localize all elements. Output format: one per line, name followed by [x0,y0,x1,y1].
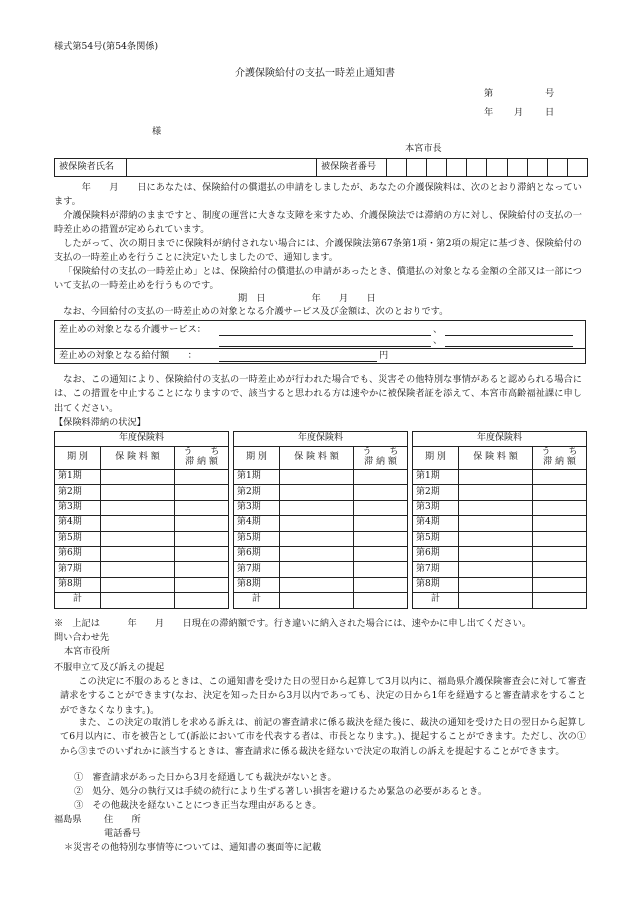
amount-cell[interactable] [280,485,354,500]
year-label: 年度保険料 [234,432,408,447]
amount-cell[interactable] [101,562,175,577]
period-label: 第3期 [234,500,280,515]
col-unpaid-top: う ち [183,447,220,458]
period-label: 第2期 [413,485,459,500]
body-paragraph: 介護保険料が滞納のままですと、制度の運営に大きな支障を来すため、介護保険法では滞納の方に対し、保険給付の支払の一時差止めの措置が定められています。 [54,210,582,236]
unpaid-cell[interactable] [175,516,229,531]
insured-number-digit[interactable] [547,159,567,177]
status-table [54,431,229,609]
total-label: 計 [234,593,280,608]
address-label: 住 所 [104,814,141,825]
separator-comma: 、 [433,335,443,346]
col-period: 期 別 [234,447,280,470]
unpaid-cell[interactable] [175,500,229,515]
unpaid-cell[interactable] [175,546,229,561]
col-amount: 保 険 料 額 [101,447,175,470]
unpaid-cell[interactable] [175,577,229,592]
unpaid-cell[interactable] [175,531,229,546]
amount-cell[interactable] [459,546,533,561]
unpaid-cell[interactable] [533,531,587,546]
insured-number-digit[interactable] [467,159,487,177]
contact-heading: 問い合わせ先 [54,632,110,643]
disaster-note: ＊災害その他特別な事情等については、通知書の裏面等に記載 [64,842,322,853]
number-prefix: 第 [484,88,494,99]
sender-name: 本宮市長 [405,143,442,154]
col-unpaid-top: う ち [362,447,399,458]
period-label: 第6期 [55,546,101,561]
period-label: 第5期 [55,531,101,546]
service-input-line[interactable] [219,335,431,336]
col-period: 期 別 [55,447,101,470]
amount-cell[interactable] [101,500,175,515]
deadline-line: 期 日 年 月 日 [238,293,376,304]
amount-cell[interactable] [459,531,533,546]
col-period: 期 別 [413,447,459,470]
separator-comma: 、 [433,324,443,335]
amount-cell[interactable] [101,546,175,561]
period-label: 第4期 [55,516,101,531]
amount-cell[interactable] [280,546,354,561]
amount-cell[interactable] [459,470,533,485]
amount-cell[interactable] [459,593,533,608]
status-heading: 【保険料滞納の状況】 [54,417,146,428]
balance-note: ※ 上記は 年 月 日現在の滞納額です。行き違いに納入された場合には、速やかに申し出てください。 [54,618,532,629]
period-label: 第6期 [413,546,459,561]
amount-cell[interactable] [280,577,354,592]
amount-cell[interactable] [459,577,533,592]
unpaid-cell[interactable] [354,546,408,561]
insured-number-digit[interactable] [507,159,527,177]
amount-cell[interactable] [280,593,354,608]
total-label: 計 [413,593,459,608]
period-label: 第1期 [413,470,459,485]
body-paragraph: なお、今回給付の支払の一時差止めの対象となる介護サービス及び金額は、次のとおりです。 [63,306,449,317]
unpaid-cell[interactable] [533,485,587,500]
period-label: 第2期 [234,485,280,500]
amount-input-line[interactable] [219,361,377,362]
service-label: 差止めの対象となる介護サービス： [59,324,206,335]
body-paragraph: なお、この通知により、保険給付の支払の一時差止めが行われた場合でも、災害その他特別な事情があると認められる場合には、この措置を中止することになりますので、該当すると思われる方は速やかに被保険者証を添えて、本宮市高齢福祉課に申し出てください。 [54,374,582,414]
unpaid-cell[interactable] [175,593,229,608]
number-suffix: 号 [545,88,555,99]
insured-number-digit[interactable] [487,159,507,177]
unpaid-cell[interactable] [175,470,229,485]
phone-label: 電話番号 [104,828,141,839]
contact-office: 本宮市役所 [64,646,110,657]
insured-number-digit[interactable] [427,159,447,177]
col-amount: 保 険 料 額 [280,447,354,470]
total-label: 計 [55,593,101,608]
period-label: 第8期 [413,577,459,592]
status-table [412,431,587,609]
period-label: 第1期 [55,470,101,485]
amount-cell[interactable] [101,577,175,592]
amount-cell[interactable] [101,485,175,500]
body-paragraph: したがって、次の期日までに保険料が納付されない場合には、介護保険法第67条第1項・第2項の規定に基づき、保険給付の支払の一時差止めを行うことに決定いたしましたので、通知します。 [54,238,582,264]
unpaid-cell[interactable] [354,485,408,500]
service-input-line[interactable] [445,346,573,347]
unpaid-cell[interactable] [533,577,587,592]
unpaid-cell[interactable] [354,577,408,592]
unpaid-cell[interactable] [354,516,408,531]
amount-cell[interactable] [459,516,533,531]
body-paragraph: 「保険給付の支払の一時差止め」とは、保険給付の償還払の申請があったとき、償還払の対象となる金額の全部又は一部について支払の一時差止めを行うものです。 [54,266,582,292]
insured-number-digit[interactable] [387,159,407,177]
appeal-condition: ③ その他裁決を経ないことにつき正当な理由があるとき。 [74,800,322,811]
appeal-paragraph: この決定に不服のあるときは、この通知書を受けた日の翌日から起算して3月以内に、福島県介護保険審査会に対して審査請求をすることができます(なお、決定を知った日から3月以内であっても、決定の日から1年を経過すると審査請求をすることができなくなります。)。 [60,676,586,716]
amount-cell[interactable] [101,470,175,485]
addressee-honorific: 様 [152,126,162,137]
amount-cell[interactable] [280,531,354,546]
period-label: 第4期 [413,516,459,531]
unpaid-cell[interactable] [533,470,587,485]
insured-info-table [54,158,588,177]
period-label: 第5期 [413,531,459,546]
period-label: 第7期 [234,562,280,577]
col-unpaid-bottom: 滞 納 額 [364,457,397,467]
year-label: 年度保険料 [413,432,587,447]
period-label: 第4期 [234,516,280,531]
amount-cell[interactable] [101,593,175,608]
period-label: 第8期 [234,577,280,592]
period-label: 第7期 [413,562,459,577]
form-number: 様式第54号(第54条関係) [54,41,159,52]
period-label: 第5期 [234,531,280,546]
col-unpaid [533,447,587,470]
amount-cell[interactable] [101,531,175,546]
period-label: 第8期 [55,577,101,592]
unpaid-cell[interactable] [354,531,408,546]
amount-cell[interactable] [101,516,175,531]
unpaid-cell[interactable] [533,500,587,515]
unpaid-cell[interactable] [533,516,587,531]
period-label: 第1期 [234,470,280,485]
insured-number-digit[interactable] [527,159,547,177]
insured-name-label: 被保険者氏名 [55,159,127,177]
col-unpaid [175,447,229,470]
amount-cell[interactable] [459,500,533,515]
appeal-condition: ② 処分、処分の執行又は手続の続行により生ずる著しい損害を避けるため緊急の必要があるとき。 [74,786,488,797]
amount-cell[interactable] [280,516,354,531]
unpaid-cell[interactable] [533,593,587,608]
amount-cell[interactable] [280,500,354,515]
unpaid-cell[interactable] [533,562,587,577]
period-label: 第2期 [55,485,101,500]
period-label: 第6期 [234,546,280,561]
date-month: 月 [514,107,524,118]
period-label: 第3期 [413,500,459,515]
col-unpaid-bottom: 滞 納 額 [543,457,576,467]
amount-label: 差止めの対象となる給付額 ： [59,350,197,361]
appeal-condition: ① 審査請求があった日から3月を経過しても裁決がないとき。 [74,772,337,783]
unpaid-cell[interactable] [354,470,408,485]
amount-cell[interactable] [280,470,354,485]
period-label: 第3期 [55,500,101,515]
unpaid-cell[interactable] [354,500,408,515]
amount-cell[interactable] [459,485,533,500]
appeal-title: 不服申立て及び訴えの提起 [54,662,165,673]
date-year: 年 [484,107,494,118]
unpaid-cell[interactable] [175,485,229,500]
appeal-paragraph: また、この決定の取消しを求める訴えは、前記の審査請求に係る裁決を経た後に、裁決の通知を受けた日の翌日から起算して6月以内に、市を被告として(訴訟において市を代表する者は、市長となります。)、提起することができます。ただし、次の①から③までのいずれかに該当するときは、審査請求に係る裁決を経ないで決定の取消しの訴えを提起することができます。 [60,717,586,757]
prefecture-name: 福島県 [54,814,82,825]
document-title: 介護保険給付の支払一時差止通知書 [235,68,395,79]
insured-number-label: 被保険者番号 [317,159,387,177]
status-table [233,431,408,609]
unpaid-cell[interactable] [354,562,408,577]
insured-number-digit[interactable] [447,159,467,177]
year-label: 年度保険料 [55,432,229,447]
suspension-target-box [54,320,586,364]
col-unpaid [354,447,408,470]
amount-cell[interactable] [459,562,533,577]
insured-number-digit[interactable] [567,159,587,177]
service-input-line[interactable] [219,346,431,347]
amount-cell[interactable] [280,562,354,577]
insured-name-field[interactable] [127,159,317,177]
col-amount: 保 険 料 額 [459,447,533,470]
period-label: 第7期 [55,562,101,577]
service-input-line[interactable] [445,335,573,336]
col-unpaid-top: う ち [541,447,578,458]
yen-unit: 円 [379,350,389,361]
unpaid-cell[interactable] [175,562,229,577]
insured-number-digit[interactable] [407,159,427,177]
body-paragraph: 年 月 日にあなたは、保険給付の償還払の申請をしましたが、あなたの介護保険料は、次のとおり滞納となっています。 [54,182,582,208]
date-day: 日 [545,107,555,118]
unpaid-cell[interactable] [533,546,587,561]
unpaid-cell[interactable] [354,593,408,608]
col-unpaid-bottom: 滞 納 額 [185,457,218,467]
